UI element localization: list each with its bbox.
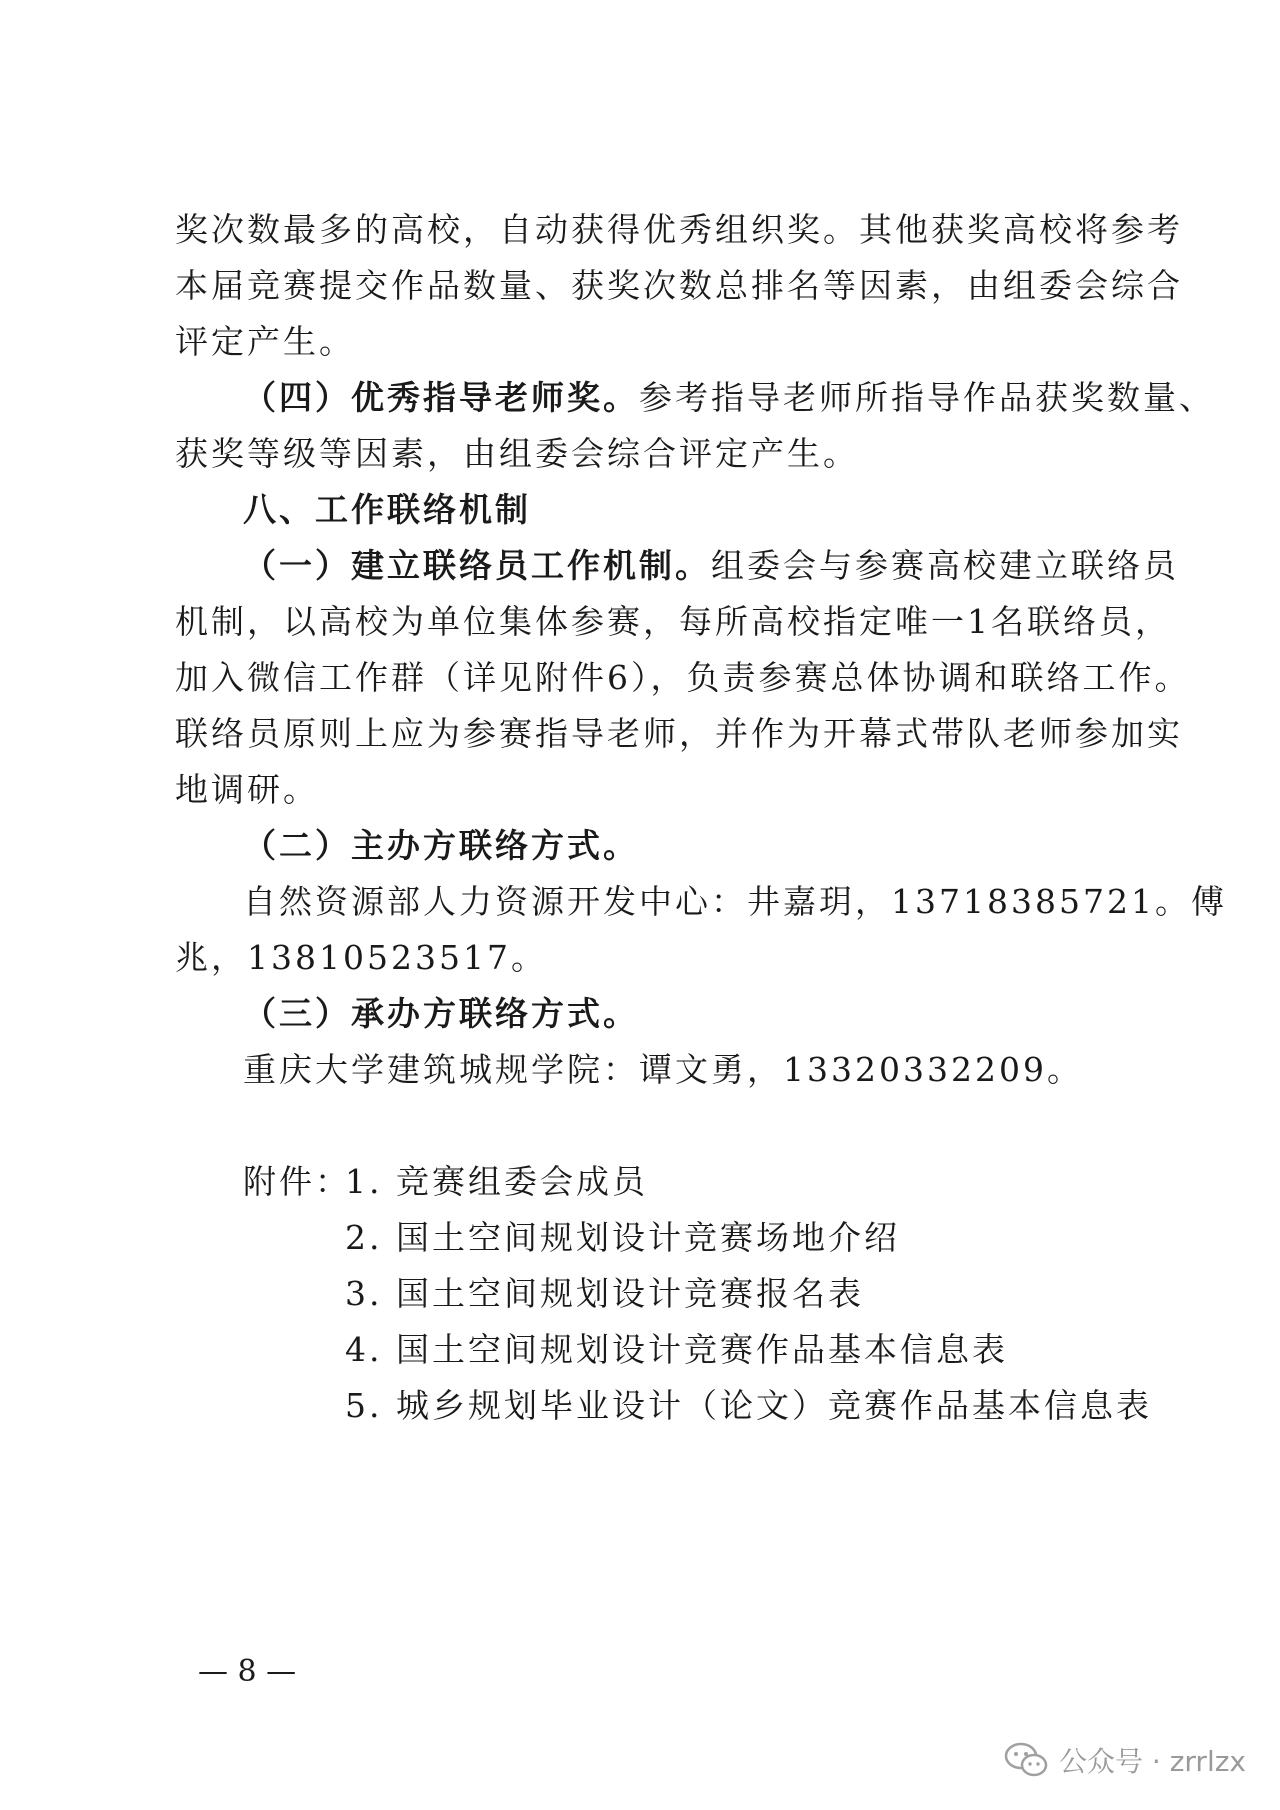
text-line: 重庆大学建筑城规学院：谭文勇，13320332209。 bbox=[243, 1050, 1083, 1089]
attachment-item: 3. 国土空间规划设计竞赛报名表 bbox=[345, 1274, 864, 1313]
watermark-text: 公众号 · zrrlzx bbox=[1059, 1745, 1246, 1778]
text-line: 获奖等级等因素，由组委会综合评定产生。 bbox=[175, 434, 859, 473]
attachment-item: 2. 国土空间规划设计竞赛场地介绍 bbox=[345, 1218, 900, 1257]
paragraph-heading: （三）承办方联络方式。 bbox=[243, 994, 639, 1033]
attachment-item: 5. 城乡规划毕业设计（论文）竞赛作品基本信息表 bbox=[345, 1386, 1152, 1425]
text-line: 机制，以高校为单位集体参赛，每所高校指定唯一1名联络员， bbox=[175, 602, 1171, 641]
paragraph-heading: （四）优秀指导老师奖。 bbox=[243, 378, 639, 417]
paragraph-heading: （一）建立联络员工作机制。 bbox=[243, 546, 711, 585]
text-line: 奖次数最多的高校，自动获得优秀组织奖。其他获奖高校将参考 bbox=[175, 210, 1183, 249]
text-line: 地调研。 bbox=[175, 770, 319, 809]
paragraph-award-teacher bbox=[243, 378, 1215, 418]
text-line: 自然资源部人力资源开发中心：井嘉玥，13718385721。傅 bbox=[243, 882, 1227, 921]
text-line: 联络员原则上应为参赛指导老师，并作为开幕式带队老师参加实 bbox=[175, 714, 1183, 753]
attachments-label: 附件： bbox=[243, 1162, 351, 1201]
paragraph-heading: （二）主办方联络方式。 bbox=[243, 826, 639, 865]
attachment-item: 1. 竞赛组委会成员 bbox=[345, 1162, 648, 1201]
page-number: — 8 — bbox=[198, 1654, 297, 1689]
paragraph-liaison-mechanism bbox=[243, 546, 1179, 586]
section-heading: 八、工作联络机制 bbox=[243, 490, 531, 529]
text-line: 本届竞赛提交作品数量、获奖次数总排名等因素，由组委会综合 bbox=[175, 266, 1183, 305]
attachment-item: 4. 国土空间规划设计竞赛作品基本信息表 bbox=[345, 1330, 1008, 1369]
paragraph-text: 参考指导老师所指导作品获奖数量、 bbox=[639, 378, 1215, 417]
text-line: 兆，13810523517。 bbox=[175, 938, 547, 977]
wechat-icon bbox=[1003, 1740, 1049, 1780]
paragraph-text: 组委会与参赛高校建立联络员 bbox=[711, 546, 1179, 585]
watermark bbox=[1003, 1740, 1246, 1780]
text-line: 加入微信工作群（详见附件6），负责参赛总体协调和联络工作。 bbox=[175, 658, 1191, 697]
text-line: 评定产生。 bbox=[175, 322, 355, 361]
